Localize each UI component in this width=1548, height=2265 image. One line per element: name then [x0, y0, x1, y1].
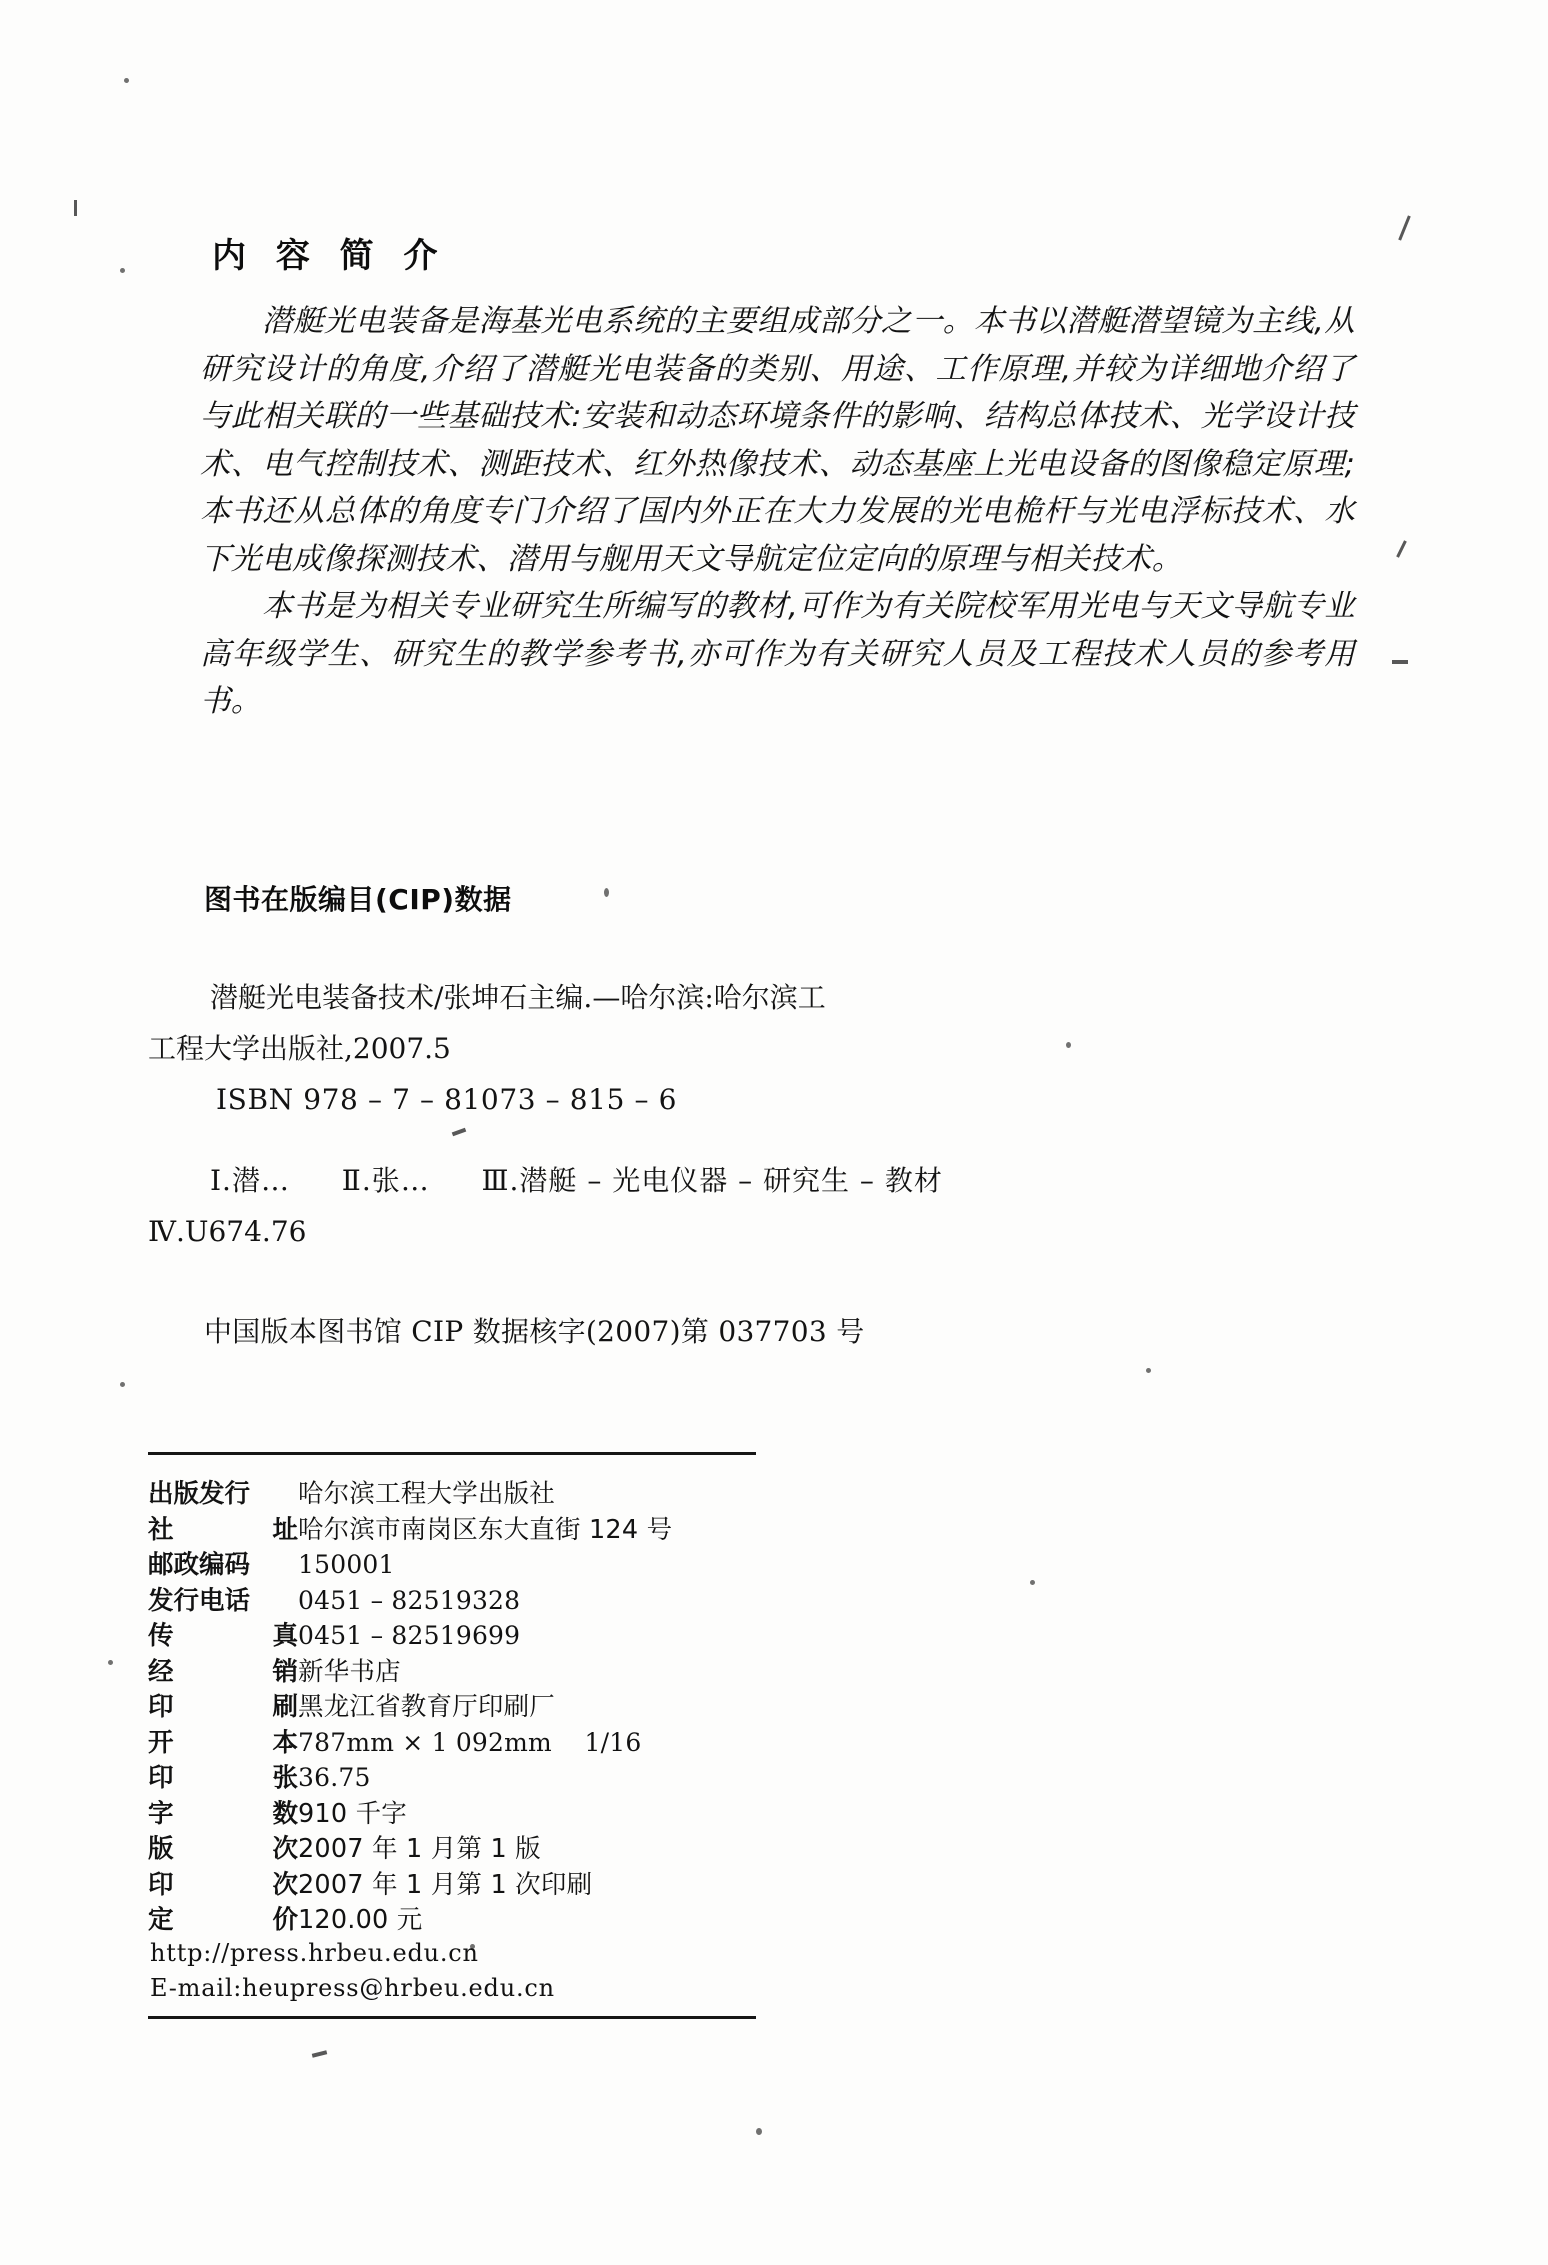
imprint-row [148, 1545, 848, 1581]
brief-paragraph-1: 潜艇光电装备是海基光电系统的主要组成部分之一。本书以潜艇潜望镜为主线,从研究设计的角度,介绍了潜艇光电装备的类别、用途、工作原理,并较为详细地介绍了与此相关联的一些基础技术:安装和动态环境条件的影响、结构总体技术、光学设计技术、电气控制技术、测距技术、红外热像技术、动态基座上光电设备的图像稳定原理;本书还从总体的角度专门介绍了国内外正在大力发展的光电桅杆与光电浮标技术、水下光电成像探测技术、潜用与舰用天文导航定位定向的原理与相关技术。 [200, 304, 1355, 577]
imprint-value: 2007 年 1 月第 1 次印刷 [298, 1869, 593, 1900]
imprint-row [148, 1829, 848, 1865]
imprint-label: 版 次 [148, 1834, 298, 1864]
publisher-website: http://press.hrbeu.edu.cn [150, 1938, 479, 1967]
cip-block [148, 972, 1248, 1257]
imprint-rows [148, 1474, 848, 1936]
publisher-email: E-mail:heupress@hrbeu.edu.cn [150, 1973, 555, 2002]
scan-speck [74, 200, 77, 216]
scan-speck [1398, 215, 1411, 240]
imprint-value: 哈尔滨工程大学出版社 [298, 1479, 556, 1509]
imprint-label: 发行电话 [148, 1585, 251, 1616]
cip-registration-number: 中国版本图书馆 CIP 数据核字(2007)第 037703 号 [204, 1315, 865, 1348]
scan-speck [120, 268, 125, 273]
imprint-row [148, 1616, 848, 1652]
cip-isbn: ISBN 978 – 7 – 81073 – 815 – 6 [216, 1083, 678, 1116]
imprint-value: 910 千字 [298, 1798, 407, 1829]
scan-speck [120, 1382, 125, 1387]
imprint-value: 哈尔滨市南岗区东大直街 124 号 [298, 1514, 673, 1545]
imprint-value: 2007 年 1 月第 1 版 [298, 1834, 541, 1864]
cip-heading: 图书在版编目(CIP)数据 [204, 883, 512, 916]
imprint-value: 0451 – 82519699 [298, 1621, 521, 1650]
imprint-row [148, 1758, 848, 1794]
imprint-label: 印 张 [148, 1763, 298, 1793]
imprint-row [148, 1794, 848, 1830]
imprint-value: 黑龙江省教育厅印刷厂 [298, 1692, 556, 1722]
cip-class-part-a: Ⅰ.潜… [210, 1164, 290, 1197]
imprint-value: 36.75 [298, 1763, 371, 1792]
imprint-label: 定 价 [148, 1905, 298, 1935]
imprint-label: 印 次 [148, 1869, 298, 1900]
imprint-row [148, 1865, 848, 1901]
scan-speck [124, 78, 129, 83]
scan-speck [756, 2128, 762, 2135]
imprint-value: 120.00 元 [298, 1905, 423, 1935]
scan-speck [1146, 1368, 1151, 1373]
imprint-label: 开 本 [148, 1727, 298, 1758]
imprint-row [148, 1652, 848, 1688]
imprint-row [148, 1474, 848, 1510]
cip-classification-line-1 [148, 1155, 1248, 1206]
imprint-row [148, 1687, 848, 1723]
scan-speck [1030, 1580, 1035, 1585]
imprint-row [148, 1900, 848, 1936]
imprint-block [148, 1474, 848, 2006]
imprint-label: 字 数 [148, 1798, 298, 1829]
page-title: 内 容 简 介 [212, 236, 447, 276]
cip-class-part-c: Ⅲ.潜艇 – 光电仪器 – 研究生 – 教材 [481, 1164, 943, 1197]
divider-bottom [148, 2016, 756, 2019]
scan-speck [604, 888, 609, 897]
imprint-label: 经 销 [148, 1656, 298, 1687]
imprint-row [148, 1581, 848, 1617]
imprint-label: 印 刷 [148, 1692, 298, 1722]
scan-speck [1396, 540, 1407, 557]
brief-body [200, 298, 1355, 726]
imprint-label: 传 真 [148, 1621, 298, 1651]
cip-classification-line-2: Ⅳ.U674.76 [148, 1215, 307, 1248]
cip-title-line: 潜艇光电装备技术/张坤石主编.—哈尔滨:哈尔滨工 [210, 981, 826, 1014]
imprint-value: 150001 [298, 1550, 395, 1579]
scan-speck [108, 1660, 113, 1665]
imprint-value: 新华书店 [298, 1656, 401, 1687]
spacer [148, 1125, 1248, 1155]
brief-paragraph-2: 本书是为相关专业研究生所编写的教材,可作为有关院校军用光电与天文导航专业高年级学生、研究生的教学参考书,亦可作为有关研究人员及工程技术人员的参考用书。 [200, 589, 1355, 719]
scan-speck [312, 2050, 328, 2058]
imprint-label: 社 址 [148, 1514, 298, 1545]
imprint-row [148, 1723, 848, 1759]
divider-top [148, 1452, 756, 1455]
cip-publisher-line: 工程大学出版社,2007.5 [148, 1032, 451, 1065]
imprint-label: 出版发行 [148, 1479, 251, 1509]
cip-class-part-b: Ⅱ.张… [341, 1164, 430, 1197]
imprint-value: 787mm × 1 092mm 1/16 [298, 1727, 642, 1757]
imprint-row [148, 1510, 848, 1546]
scan-speck [1392, 660, 1408, 664]
imprint-value: 0451 – 82519328 [298, 1585, 521, 1615]
imprint-label: 邮政编码 [148, 1550, 251, 1580]
